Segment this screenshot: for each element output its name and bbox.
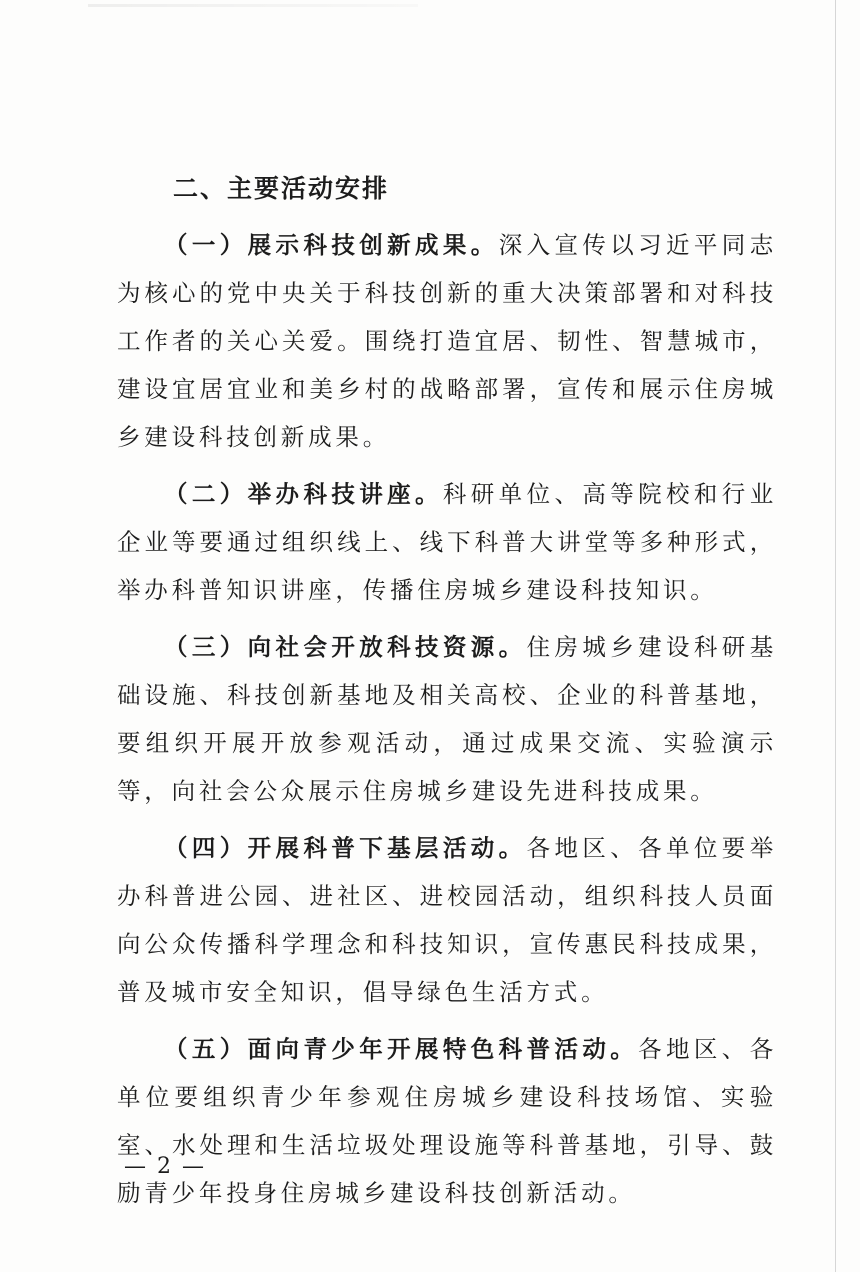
paragraph-text: 科研单位、高等院校和行业企业等要通过组织线上、线下科普大讲堂等多种形式，举办科普知识讲座，传播住房城乡建设科技知识。: [117, 480, 777, 604]
paragraph-4: [117, 824, 777, 1016]
paragraph-heading: （三）向社会开放科技资源。: [164, 633, 527, 661]
paragraph-heading: （一）展示科技创新成果。: [164, 231, 499, 259]
paragraph-heading: （二）举办科技讲座。: [164, 480, 443, 508]
paragraph-1: [117, 221, 777, 461]
paragraph-text: 各地区、各单位要举办科普进公园、进社区、进校园活动，组织科技人员面向公众传播科学理念和科技知识，宣传惠民科技成果，普及城市安全知识，倡导绿色生活方式。: [117, 834, 777, 1006]
document-body: [117, 165, 777, 1226]
paragraph-5: [117, 1025, 777, 1217]
paragraph-heading: （五）面向青少年开展特色科普活动。: [164, 1035, 639, 1063]
page-number: — 2 —: [124, 1154, 206, 1179]
paragraph-2: [117, 470, 777, 614]
scan-edge: [835, 0, 836, 1272]
section-title: 二、主要活动安排: [173, 174, 390, 203]
paragraph-text: 深入宣传以习近平同志为核心的党中央关于科技创新的重大决策部署和对科技工作者的关心关爱。围绕打造宜居、韧性、智慧城市，建设宜居宜业和美乡村的战略部署，宣传和展示住房城乡建设科技创新成果。: [117, 231, 777, 451]
paragraph-text: 住房城乡建设科研基础设施、科技创新基地及相关高校、企业的科普基地，要组织开展开放参观活动，通过成果交流、实验演示等，向社会公众展示住房城乡建设先进科技成果。: [117, 633, 777, 805]
paragraph-text: 各地区、各单位要组织青少年参观住房城乡建设科技场馆、实验室、水处理和生活垃圾处理设施等科普基地，引导、鼓励青少年投身住房城乡建设科技创新活动。: [117, 1035, 778, 1207]
paragraph-3: [117, 623, 777, 815]
scan-mark: [88, 4, 418, 7]
paragraph-heading: （四）开展科普下基层活动。: [164, 834, 527, 862]
